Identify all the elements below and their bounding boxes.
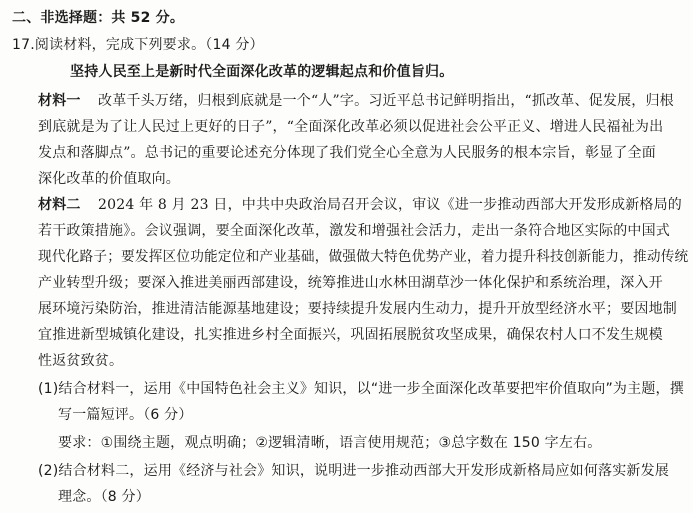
material2-line-2: 若干政策措施》。会议强调，要全面深化改革，激发和增强社会活力，走出一条符合地区实际的中国式 <box>38 223 670 239</box>
sub-question-2-line-1: (2)结合材料二，运用《经济与社会》知识，说明进一步推动西部大开发形成新格局应如何落实新发展 <box>38 463 670 479</box>
material2-line-5: 展环境污染防治，推进清洁能源基地建设；要持续提升发展内生动力，提升开放型经济水平；要因地制 <box>38 301 677 317</box>
material1-line-3: 发点和落脚点”。总书记的重要论述充分体现了我们党全心全意为人民服务的根本宗旨，彰显了全面 <box>38 145 656 161</box>
sub-question-1-line-1: (1)结合材料一，运用《中国特色社会主义》知识，以“进一步全面深化改革要把牢价值取向”为主题，撰 <box>38 381 684 397</box>
material1-label: 材料一 <box>38 93 81 109</box>
material2-line-6: 宜推进新型城镇化建设，扎实推进乡村全面振兴，巩固拓展脱贫攻坚成果，确保农村人口不发生规模 <box>38 327 663 343</box>
question-number-line: 17.阅读材料，完成下列要求。（14 分） <box>12 37 264 53</box>
question-theme: 坚持人民至上是新时代全面深化改革的逻辑起点和价值旨归。 <box>70 64 454 80</box>
sub-question-1-line-2: 写一篇短评。（6 分） <box>58 407 193 423</box>
material2-line-4: 产业转型升级；要深入推进美丽西部建设，统筹推进山水林田湖草沙一体化保护和系统治理，深入开 <box>38 275 663 291</box>
sub-question-2-line-2: 理念。（8 分） <box>58 489 150 505</box>
material2-line-7: 性返贫致贫。 <box>38 353 124 369</box>
material2-line-3: 现代化路子；要发挥区位功能定位和产业基础，做强做大特色优势产业，着力提升科技创新能力，推动传统 <box>38 249 689 265</box>
material2-label: 材料二 <box>38 197 81 213</box>
material1-line-1: 改革千头万绪，归根到底就是一个“人”字。习近平总书记鲜明指出，“抓改革、促发展，归根 <box>98 93 674 109</box>
material1-line-2: 到底就是为了让人民过上更好的日子”，“全面深化改革必须以促进社会公平正义、增进人民福祉为出 <box>38 119 664 135</box>
material2-line-1: 2024 年 8 月 23 日，中共中央政治局召开会议，审议《进一步推动西部大开发形成新格局的 <box>98 197 682 213</box>
section-heading: 二、非选择题：共 52 分。 <box>12 10 185 26</box>
sub-question-1-requirement: 要求：①围绕主题，观点明确；②逻辑清晰，语言使用规范；③总字数在 150 字左右。 <box>58 435 602 451</box>
material1-line-4: 深化改革的价值取向。 <box>38 171 180 187</box>
